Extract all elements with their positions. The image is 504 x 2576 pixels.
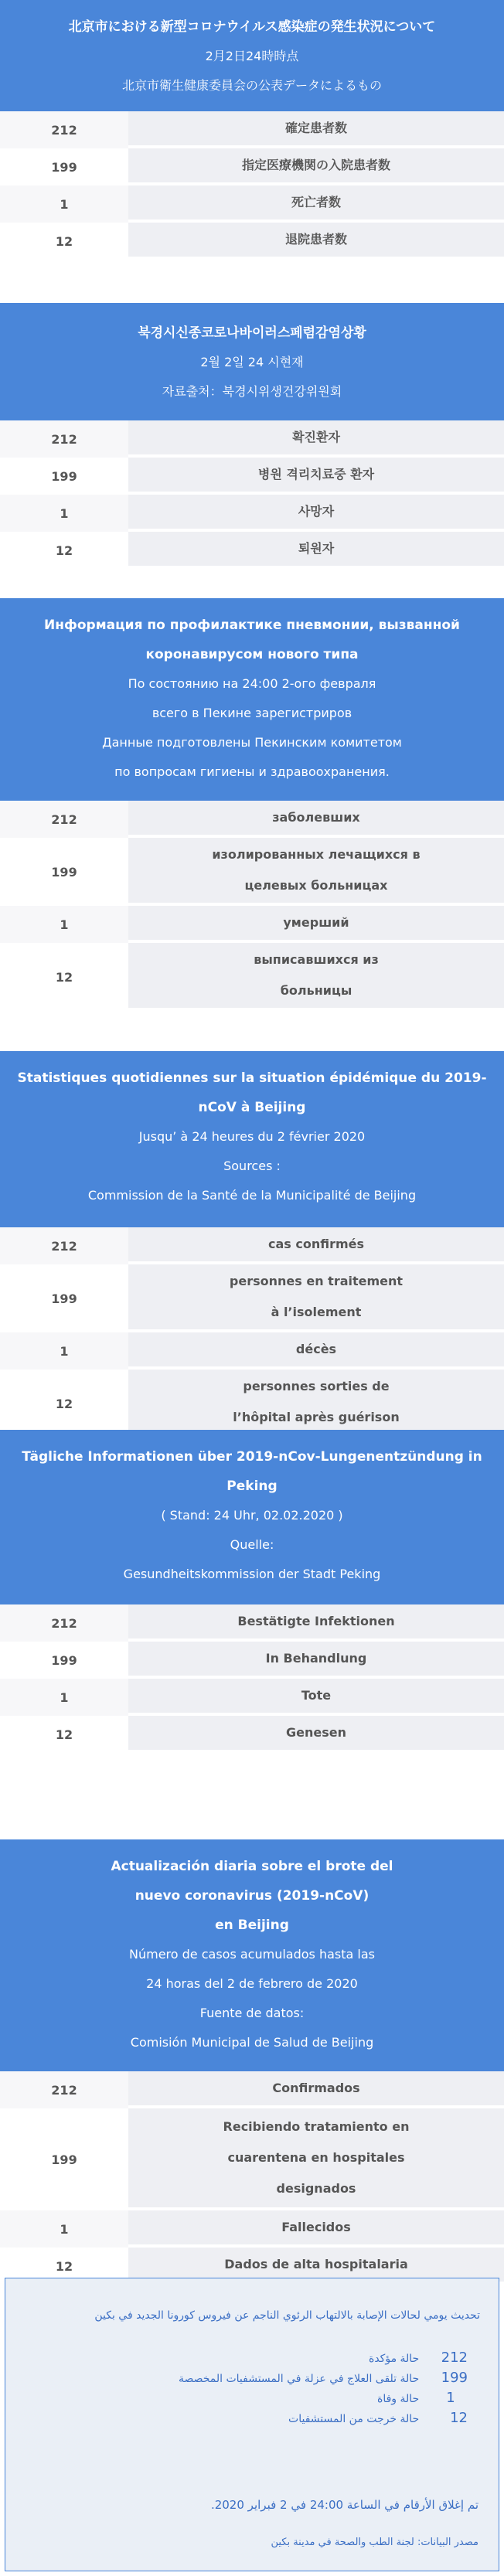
section-date-cont: 24 horas del 2 de febrero de 2020	[146, 1976, 358, 1991]
stats-table	[0, 111, 504, 260]
confirmed-count: 212	[0, 420, 128, 458]
stats-table	[0, 1227, 504, 1438]
deaths-count: 1	[0, 2210, 128, 2248]
deaths-count: 1	[0, 906, 128, 943]
confirmed-count: 212	[0, 111, 128, 148]
deaths-count: 1	[0, 1679, 128, 1716]
deaths-label: 사망자	[128, 495, 504, 532]
deaths-label: 死亡者数	[128, 185, 504, 223]
table-row	[0, 495, 504, 532]
table-row	[0, 2071, 504, 2108]
section-source: 北京市衛生健康委員会の公表データによるもの	[121, 78, 382, 93]
section-source-label: Sources :	[223, 1159, 281, 1173]
section-source: Gesundheitskommission der Stadt Peking	[123, 1567, 381, 1581]
isolated-label: Recibiendo tratamiento en cuarentena en hospitales designados	[128, 2108, 504, 2210]
table-row	[0, 1332, 504, 1370]
discharged-label: выписавшихся из больницы	[128, 943, 504, 1011]
discharged-count: 12	[450, 2410, 468, 2426]
isolated-label: حالة تلقى العلاج في عزلة في المستشفيات المخصصة	[178, 2373, 420, 2385]
section-date: Jusqu’ à 24 heures du 2 février 2020	[138, 1129, 366, 1144]
section-title: Statistiques quotidiennes sur la situation épidémique du 2019-	[17, 1070, 487, 1086]
section-source-label: Fuente de datos:	[199, 2006, 305, 2020]
discharged-label: personnes sorties de l’hôpital après guérison	[128, 1370, 504, 1438]
section-russian	[0, 598, 504, 1011]
arabic-note: تم إغلاق الأرقام في الساعة 24:00 في 2 فبراير 2020.	[210, 2498, 478, 2512]
section-title-cont: коронавирусом нового типа	[145, 647, 359, 662]
section-source: Commission de la Santé de la Municipalité de Beijing	[87, 1188, 417, 1203]
section-arabic	[5, 2278, 499, 2571]
confirmed-count: 212	[0, 1604, 128, 1642]
deaths-count: 1	[0, 1332, 128, 1370]
section-source-cont: по вопросам гигиены и здравоохранения.	[114, 764, 390, 779]
confirmed-label: Confirmados	[128, 2071, 504, 2108]
section-title: 北京市における新型コロナウイルス感染症の発生状況について	[68, 19, 436, 35]
section-title: Tägliche Informationen über 2019-nCov-Lungenentzündung in	[22, 1449, 482, 1465]
arabic-row	[143, 2410, 468, 2430]
table-row	[0, 943, 504, 1011]
deaths-count: 1	[446, 2390, 455, 2406]
table-row	[0, 223, 504, 260]
section-header	[0, 1430, 504, 1604]
deaths-label: Tote	[128, 1679, 504, 1716]
discharged-count: 12	[0, 2248, 128, 2285]
table-row	[0, 1642, 504, 1679]
section-header	[0, 598, 504, 801]
confirmed-label: حالة مؤكدة	[368, 2353, 420, 2365]
discharged-count: 12	[0, 223, 128, 260]
discharged-count: 12	[0, 1716, 128, 1753]
deaths-count: 1	[0, 495, 128, 532]
isolated-count: 199	[0, 1642, 128, 1679]
section-header	[0, 1839, 504, 2071]
confirmed-label: заболевших	[128, 801, 504, 838]
section-title: 북경시신종코로나바이러스페렴감염상황	[138, 325, 366, 341]
table-row	[0, 1679, 504, 1716]
discharged-label: Dados de alta hospitalaria	[128, 2248, 504, 2285]
deaths-label: حالة وفاة	[377, 2393, 420, 2405]
table-row	[0, 1716, 504, 1753]
table-row	[0, 838, 504, 906]
section-title: Информация по профилактике пневмонии, вызванной	[44, 618, 460, 633]
discharged-label: حالة خرجت من المستشفيات	[288, 2413, 420, 2425]
stats-table	[0, 1604, 504, 1753]
section-title-cont: nuevo coronavirus (2019-nCoV)	[135, 1888, 369, 1904]
section-french	[0, 1051, 504, 1438]
section-subtitle: всего в Пекине зарегистриров	[152, 706, 352, 720]
isolated-label: 병원 격리치료중 환자	[128, 458, 504, 495]
table-row	[0, 801, 504, 838]
section-title-cont: nCoV à Beijing	[198, 1100, 306, 1115]
section-title-cont: Peking	[226, 1479, 278, 1494]
confirmed-count: 212	[0, 2071, 128, 2108]
section-header	[0, 1051, 504, 1227]
table-row	[0, 420, 504, 458]
section-header	[0, 0, 504, 111]
section-title-cont: en Beijing	[215, 1918, 289, 1933]
confirmed-label: 확진환자	[128, 420, 504, 458]
arabic-row	[143, 2390, 468, 2410]
isolated-label: 指定医療機関の入院患者数	[128, 148, 504, 185]
deaths-label: décès	[128, 1332, 504, 1370]
isolated-count: 199	[0, 838, 128, 906]
discharged-label: 퇴원자	[128, 532, 504, 569]
table-row	[0, 458, 504, 495]
table-row	[0, 2210, 504, 2248]
section-german	[0, 1430, 504, 1753]
confirmed-count: 212	[0, 1227, 128, 1264]
isolated-label: personnes en traitement à l’isolement	[128, 1264, 504, 1332]
section-source: Данные подготовлены Пекинским комитетом	[102, 735, 402, 750]
table-row	[0, 185, 504, 223]
deaths-label: Fallecidos	[128, 2210, 504, 2248]
isolated-label: изолированных лечащихся в целевых больницах	[128, 838, 504, 906]
discharged-count: 12	[0, 1370, 128, 1438]
stats-table	[0, 420, 504, 569]
confirmed-label: cas confirmés	[128, 1227, 504, 1264]
section-spanish	[0, 1839, 504, 2285]
stats-table	[0, 801, 504, 1011]
table-row	[0, 1264, 504, 1332]
table-row	[0, 111, 504, 148]
section-japanese	[0, 0, 504, 260]
discharged-label: Genesen	[128, 1716, 504, 1753]
discharged-label: 退院患者数	[128, 223, 504, 260]
table-row	[0, 148, 504, 185]
section-source: 자료출처：북경시위생건강위원회	[162, 384, 342, 399]
confirmed-label: 確定患者数	[128, 111, 504, 148]
isolated-count: 199	[0, 1264, 128, 1332]
stats-table	[0, 2071, 504, 2285]
isolated-count: 199	[0, 148, 128, 185]
section-title: Actualización diaria sobre el brote del	[111, 1859, 393, 1874]
confirmed-label: Bestätigte Infektionen	[128, 1604, 504, 1642]
table-row	[0, 1604, 504, 1642]
section-date: 2월 2일 24 시현재	[200, 355, 304, 369]
confirmed-count: 212	[0, 801, 128, 838]
deaths-count: 1	[0, 185, 128, 223]
isolated-count: 199	[441, 2370, 468, 2386]
section-korean	[0, 303, 504, 569]
section-source: Comisión Municipal de Salud de Beijing	[130, 2035, 374, 2050]
discharged-count: 12	[0, 532, 128, 569]
table-row	[0, 1370, 504, 1438]
table-row	[0, 2108, 504, 2210]
table-row	[0, 906, 504, 943]
section-date: Número de casos acumulados hasta las	[129, 1947, 375, 1962]
confirmed-count: 212	[441, 2350, 468, 2366]
section-source-label: Quelle:	[230, 1537, 274, 1552]
section-date: ( Stand: 24 Uhr, 02.02.2020 )	[161, 1508, 343, 1523]
section-header	[0, 303, 504, 420]
arabic-row	[143, 2350, 468, 2370]
table-row	[0, 532, 504, 569]
arabic-row	[143, 2370, 468, 2390]
deaths-label: умерший	[128, 906, 504, 943]
section-date: По состоянию на 24:00 2-ого февраля	[128, 676, 376, 691]
isolated-count: 199	[0, 458, 128, 495]
section-date: 2月2日24時時点	[205, 49, 299, 63]
table-row	[0, 1227, 504, 1264]
arabic-source: مصدر البيانات: لجنة الطب والصحة في مدينة بكين	[271, 2537, 478, 2548]
isolated-count: 199	[0, 2108, 128, 2210]
isolated-label: In Behandlung	[128, 1642, 504, 1679]
discharged-count: 12	[0, 943, 128, 1011]
arabic-title: تحديث يومي لحالات الإصابة بالالتهاب الرئوي الناجم عن فيروس كورونا الجديد في بكين	[94, 2309, 480, 2322]
